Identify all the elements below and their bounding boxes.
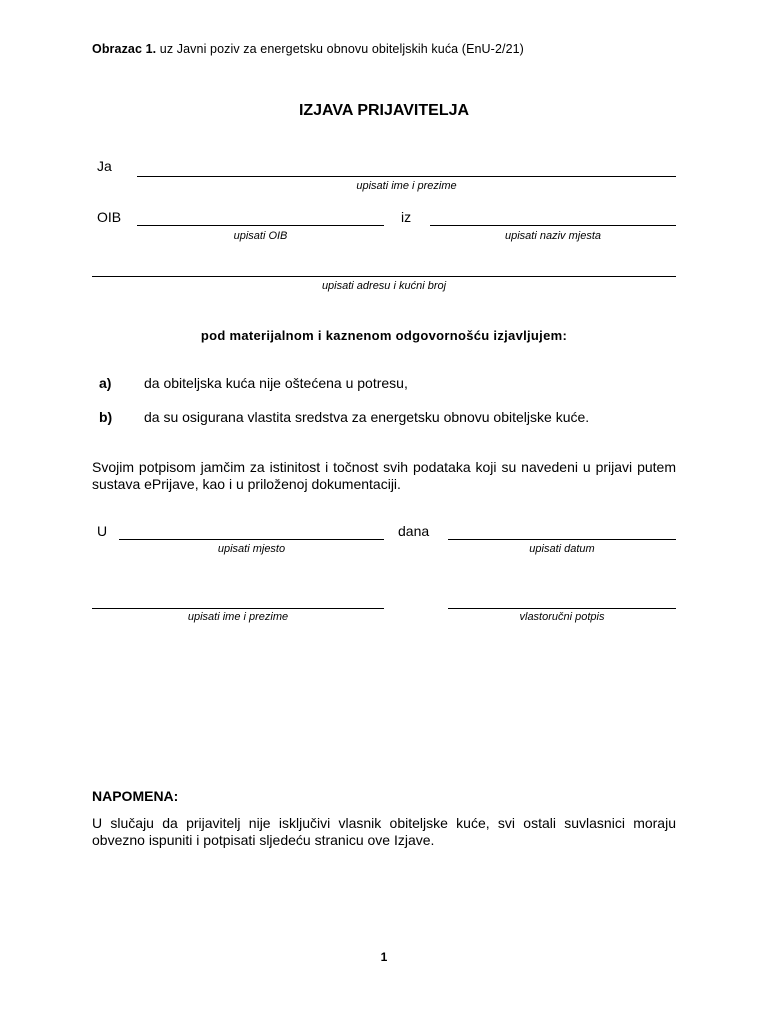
- form-description: uz Javni poziv za energetsku obnovu obiteljskih kuća (EnU-2/21): [156, 42, 524, 56]
- guarantee-paragraph: Svojim potpisom jamčim za istinitost i točnost svih podataka koji su navedeni u prijavi putem sustava ePrijave, kao i u priloženoj dokumentaciji.: [92, 459, 676, 492]
- signing-place-line[interactable]: [119, 539, 384, 540]
- form-header: [92, 42, 524, 56]
- note-text: U slučaju da prijavitelj nije isključivi vlasnik obiteljske kuće, svi ostali suvlasnici moraju obvezno ispuniti i potpisati sljedeću stranicu ove Izjave.: [92, 815, 676, 848]
- signature-line[interactable]: [448, 608, 676, 609]
- address-field-line[interactable]: [92, 276, 676, 277]
- signing-place-hint: upisati mjesto: [217, 543, 286, 555]
- place-name-hint: upisati naziv mjesta: [505, 230, 601, 242]
- ja-label: Ja: [97, 158, 112, 174]
- page-number: 1: [380, 950, 388, 964]
- item-a-key: a): [99, 375, 112, 391]
- signer-name-line[interactable]: [92, 608, 384, 609]
- signer-name-hint: upisati ime i prezime: [187, 611, 289, 623]
- oib-hint: upisati OIB: [233, 230, 288, 242]
- u-label: U: [97, 523, 108, 539]
- item-b-text: da su osigurana vlastita sredstva za energetsku obnovu obiteljske kuće.: [144, 409, 590, 425]
- dana-label: dana: [398, 523, 430, 539]
- address-hint: upisati adresu i kućni broj: [321, 280, 447, 292]
- declaration-heading: pod materijalnom i kaznenom odgovornošću izjavljujem:: [200, 328, 568, 343]
- form-label: Obrazac 1.: [92, 42, 157, 56]
- name-field-line[interactable]: [137, 176, 676, 177]
- oib-field-line[interactable]: [137, 225, 384, 226]
- note-heading: NAPOMENA:: [92, 788, 179, 804]
- name-hint: upisati ime i prezime: [356, 180, 457, 192]
- signature-hint: vlastoručni potpis: [519, 611, 605, 623]
- iz-label: iz: [401, 209, 412, 225]
- signing-date-hint: upisati datum: [529, 543, 595, 555]
- item-a-text: da obiteljska kuća nije oštećena u potresu,: [144, 375, 408, 391]
- place-field-line[interactable]: [430, 225, 676, 226]
- oib-label: OIB: [97, 209, 122, 225]
- item-b-key: b): [99, 409, 113, 425]
- document-title: IZJAVA PRIJAVITELJA: [298, 102, 470, 119]
- signing-date-line[interactable]: [448, 539, 676, 540]
